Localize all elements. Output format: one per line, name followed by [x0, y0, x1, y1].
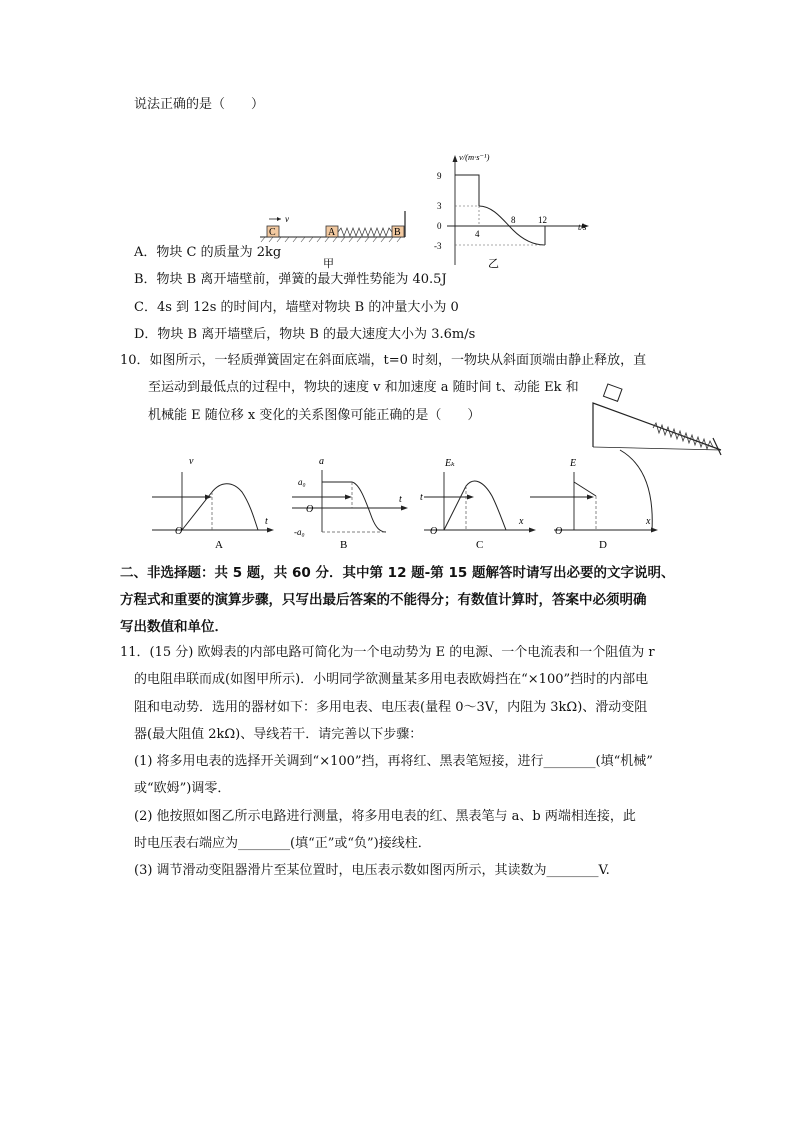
block-a-label: A	[328, 227, 336, 238]
q11-line-1: 11．(15 分) 欧姆表的内部电路可简化为一个电动势为 E 的电源、一个电流表和一个阻值为 r	[120, 645, 655, 660]
graph-b-curve	[322, 482, 386, 532]
q10-graph-d	[552, 452, 662, 552]
yi-xtick-4: 4	[475, 229, 480, 239]
q11-line-4: 器(最大阻值 2kΩ)、导线若干．请完善以下步骤：	[134, 727, 423, 742]
yi-v-segment	[455, 175, 479, 206]
graph-c-origin: O	[430, 526, 438, 537]
graph-b-neg-a0: -a₀	[294, 527, 305, 537]
velocity-label: v	[285, 214, 289, 224]
graph-a-ylabel: v	[189, 456, 194, 467]
q11-step2-b: 时电压表右端应为________(填“正”或“负”)接线柱．	[134, 836, 431, 851]
q9-stem-tail: 说法正确的是（ ）	[134, 97, 265, 112]
section2-line-1: 二、非选择题：共 5 题，共 60 分．其中第 12 题-第 15 题解答时请写出必要的文字说明、	[120, 565, 675, 581]
q11-step1-a: (1) 将多用电表的选择开关调到“×100”挡，再将红、黑表笔短接，进行________(填“机械”	[134, 754, 653, 769]
graph-c-curve	[444, 481, 506, 530]
graph-b-a0: a₀	[298, 477, 306, 487]
q9-option-a: A．物块 C 的质量为 2kg	[134, 245, 282, 260]
yi-v-curve	[479, 206, 545, 245]
graph-d-caption: D	[599, 539, 607, 551]
q9-figure-jia	[255, 205, 415, 275]
section2-line-3: 写出数值和单位．	[120, 619, 228, 635]
q11-step3: (3) 调节滑动变阻器滑片至某位置时，电压表示数如图丙所示，其读数为________V.	[134, 863, 610, 878]
yi-xtick-12: 12	[538, 215, 547, 225]
graph-d-curve	[574, 482, 596, 496]
q10-line-1: 10．如图所示，一轻质弹簧固定在斜面底端，t=0 时刻，一物块从斜面顶端由静止释放，直	[120, 353, 647, 368]
graph-a-xlabel: t	[265, 516, 268, 527]
graph-b-xlabel: t	[399, 494, 402, 505]
graph-c-ylabel: Eₖ	[445, 458, 455, 469]
q10-graph-c	[422, 452, 552, 552]
block-b-label: B	[394, 227, 401, 238]
graph-a-curve	[182, 484, 258, 530]
yi-ytick-9: 9	[437, 171, 442, 181]
section2-line-2: 方程式和重要的演算步骤，只写出最后答案的不能得分；有数值计算时，答案中必须明确	[120, 592, 647, 608]
q11-line-3: 阻和电动势．选用的器材如下：多用电表、电压表(量程 0～3V，内阻为 3kΩ)、滑动变阻	[134, 700, 648, 715]
graph-d-ylabel: E	[570, 458, 577, 469]
yi-xlabel: t/s	[578, 222, 587, 232]
graph-c-t-label: t	[420, 492, 423, 503]
q11-line-2: 的电阻串联而成(如图甲所示)．小明同学欲测量某多用电表欧姆挡在“×100”挡时的内部电	[134, 672, 649, 687]
graph-b-origin: O	[306, 504, 314, 515]
q11-step2-a: (2) 他按照如图乙所示电路进行测量，将多用电表的红、黑表笔与 a、b 两端相连接，此	[134, 809, 636, 824]
graph-a-origin: O	[175, 526, 183, 537]
q9-option-d: D．物块 B 离开墙壁后，物块 B 的最大速度大小为 3.6m/s	[134, 327, 476, 342]
yi-ylabel: v/(m·s⁻¹)	[459, 152, 490, 162]
yi-xtick-8: 8	[511, 215, 516, 225]
q10-line-2: 至运动到最低点的过程中，物块的速度 v 和加速度 a 随时间 t、动能 Ek 和	[148, 380, 579, 395]
graph-c-xlabel: x	[519, 516, 524, 527]
graph-a-caption: A	[215, 539, 223, 551]
yi-ytick-neg3: -3	[434, 241, 442, 251]
q10-line-3: 机械能 E 随位移 x 变化的关系图像可能正确的是（ ）	[148, 408, 481, 423]
graph-d-xlabel: x	[646, 516, 651, 527]
graph-d-origin: O	[555, 526, 563, 537]
q9-option-c: C．4s 到 12s 的时间内，墙壁对物块 B 的冲量大小为 0	[134, 300, 459, 315]
graph-b-ylabel: a	[319, 456, 324, 467]
yi-ytick-3: 3	[437, 201, 442, 211]
q9-figure-yi	[425, 150, 600, 275]
block-c-label: C	[269, 227, 276, 238]
graph-c-caption: C	[476, 539, 484, 551]
q10-graph-b	[290, 452, 420, 552]
q9-option-b: B．物块 B 离开墙壁前，弹簧的最大弹性势能为 40.5J	[134, 272, 447, 287]
q11-step1-b: 或“欧姆”)调零．	[134, 781, 231, 796]
fig-jia-caption: 甲	[323, 258, 334, 270]
incline-block	[603, 384, 622, 401]
fig-yi-caption: 乙	[488, 258, 499, 270]
q10-graph-a	[150, 452, 280, 552]
spring	[338, 228, 392, 236]
graph-b-caption: B	[340, 539, 348, 551]
yi-ytick-0: 0	[437, 221, 442, 231]
